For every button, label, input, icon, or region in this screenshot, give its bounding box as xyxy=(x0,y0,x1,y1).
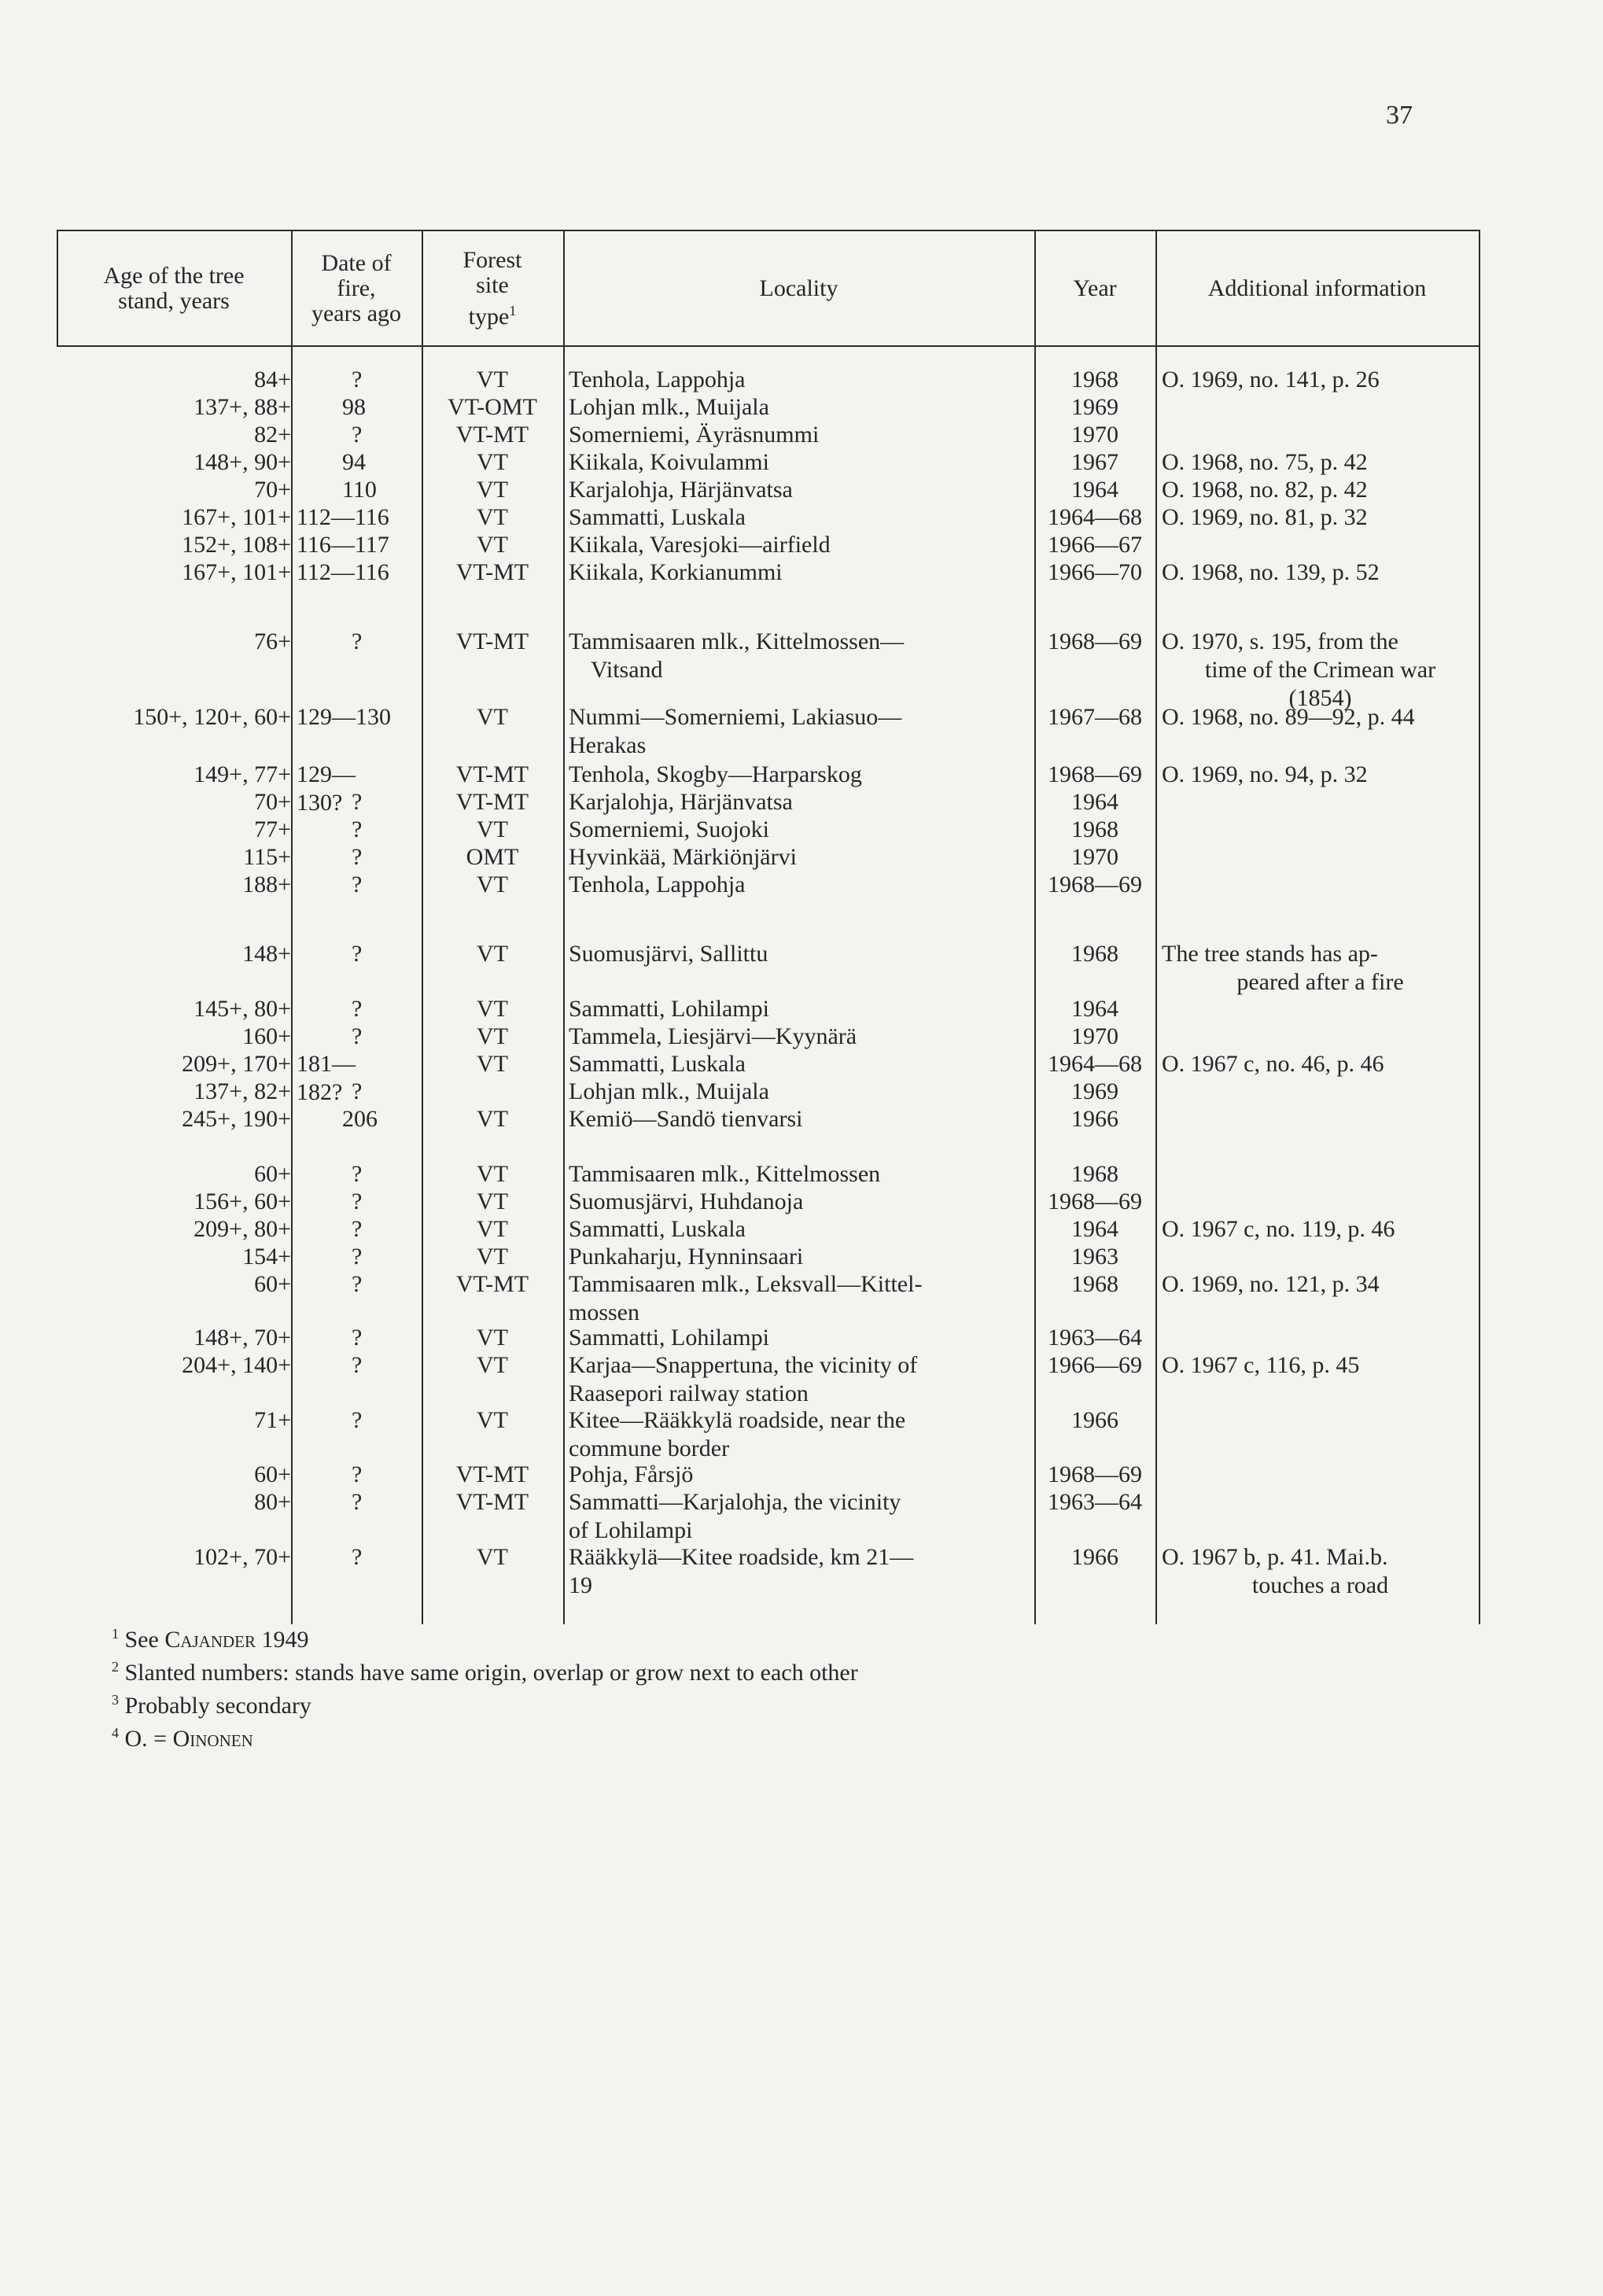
cell-year: 1970 xyxy=(1071,422,1118,448)
locality-line: commune border xyxy=(569,1435,730,1461)
cell-forest-type: VT-MT xyxy=(455,761,529,787)
cell-forest-type: VT xyxy=(477,872,508,897)
cell-additional-info xyxy=(1155,1351,1479,1380)
locality-line: Sammatti, Lohilampi xyxy=(569,1325,769,1351)
cell-locality xyxy=(562,788,1085,816)
cell-age: 160+ xyxy=(242,1023,291,1049)
cell-forest-type: VT-MT xyxy=(455,559,529,585)
column-rule xyxy=(57,230,58,345)
cell-forest-type: VT xyxy=(477,1407,508,1433)
cell-forest-type: VT-MT xyxy=(455,1271,529,1297)
cell-age: 77+ xyxy=(254,816,291,842)
cell-forest-type: VT xyxy=(477,1023,508,1049)
cell-year: 1964 xyxy=(1071,789,1118,815)
cell-age: 82+ xyxy=(254,422,291,448)
locality-line: Kiikala, Koivulammi xyxy=(569,449,769,475)
cell-additional-info xyxy=(1155,1543,1479,1600)
cell-locality xyxy=(562,531,1085,559)
cell-age: 60+ xyxy=(254,1461,291,1487)
footnote-text: Probably secondary xyxy=(124,1693,311,1719)
cell-date: 129—130? xyxy=(297,761,356,816)
cell-age: 204+, 140+ xyxy=(182,1352,291,1378)
locality-line: Sammatti, Luskala xyxy=(569,1051,746,1077)
cell-year: 1968 xyxy=(1071,941,1118,967)
cell-forest-type: VT xyxy=(477,1189,508,1214)
cell-locality xyxy=(562,393,1085,422)
info-line: O. 1969, no. 81, p. 32 xyxy=(1162,504,1368,530)
cell-year: 1963—64 xyxy=(1048,1325,1142,1351)
cell-year: 1968 xyxy=(1071,1271,1118,1297)
cell-year: 1964—68 xyxy=(1048,1051,1142,1077)
cell-locality xyxy=(562,871,1085,899)
cell-age: 188+ xyxy=(242,872,291,897)
locality-line: Rääkkylä—Kitee roadside, km 21— xyxy=(569,1544,914,1570)
cell-forest-type: VT xyxy=(477,1216,508,1242)
cell-forest-type: VT xyxy=(477,816,508,842)
cell-date: 112—116 xyxy=(297,504,389,530)
header-year: Year xyxy=(1073,275,1117,301)
cell-date: 206 xyxy=(342,1106,378,1132)
cell-locality xyxy=(562,843,1085,872)
cell-additional-info xyxy=(1155,476,1479,504)
cell-date: ? xyxy=(352,422,363,448)
cell-locality xyxy=(562,1023,1085,1051)
cell-year: 1968 xyxy=(1071,1161,1118,1187)
locality-line: Tenhola, Lappohja xyxy=(569,367,746,392)
cell-locality xyxy=(562,366,1085,394)
cell-locality xyxy=(562,1543,1085,1600)
cell-forest-type: VT xyxy=(477,449,508,475)
footnote-number: 4 xyxy=(112,1725,119,1741)
info-line: O. 1968, no. 89—92, p. 44 xyxy=(1162,704,1415,730)
cell-locality xyxy=(562,1105,1085,1133)
locality-line: Sammatti—Karjalohja, the vicinity xyxy=(569,1489,901,1515)
cell-age: 167+, 101+ xyxy=(182,559,291,585)
cell-year: 1969 xyxy=(1071,1078,1118,1104)
cell-year: 1968 xyxy=(1071,816,1118,842)
cell-date: ? xyxy=(352,1271,363,1297)
locality-line: Kiikala, Varesjoki—airfield xyxy=(569,532,831,558)
cell-date: 129—130 xyxy=(297,704,391,730)
cell-age: 245+, 190+ xyxy=(182,1106,291,1132)
locality-line: Tammela, Liesjärvi—Kyynärä xyxy=(569,1023,857,1049)
locality-line: Kemiö—Sandö tienvarsi xyxy=(569,1106,803,1132)
cell-age: 70+ xyxy=(254,477,291,503)
cell-year: 1967 xyxy=(1071,449,1118,475)
locality-line: Pohja, Fårsjö xyxy=(569,1461,694,1487)
cell-locality xyxy=(562,816,1085,844)
cell-forest-type: VT xyxy=(477,477,508,503)
locality-line: Karjalohja, Härjänvatsa xyxy=(569,477,793,503)
header-date: Date of fire, years ago xyxy=(311,249,402,326)
cell-year: 1969 xyxy=(1071,394,1118,420)
footnote-text-end: 1949 xyxy=(256,1627,309,1653)
cell-age: 152+, 108+ xyxy=(182,532,291,558)
cell-year: 1968—69 xyxy=(1048,872,1142,897)
cell-additional-info xyxy=(1155,940,1479,997)
cell-year: 1966—69 xyxy=(1048,1352,1142,1378)
cell-date: ? xyxy=(352,816,363,842)
info-line: O. 1968, no. 139, p. 52 xyxy=(1162,559,1380,585)
info-line: O. 1967 c, no. 46, p. 46 xyxy=(1162,1051,1384,1077)
cell-additional-info xyxy=(1155,628,1479,713)
header-locality: Locality xyxy=(759,275,838,301)
page-number: 37 xyxy=(1386,101,1413,130)
cell-age: 71+ xyxy=(254,1407,291,1433)
cell-date: ? xyxy=(352,1352,363,1378)
cell-additional-info xyxy=(1155,1050,1479,1078)
locality-line: Tenhola, Skogby—Harparskog xyxy=(569,761,862,787)
cell-age: 60+ xyxy=(254,1161,291,1187)
cell-forest-type: VT-OMT xyxy=(448,394,537,420)
cell-year: 1966 xyxy=(1071,1106,1118,1132)
info-line: touches a road xyxy=(1251,1572,1389,1598)
cell-date: ? xyxy=(352,1461,363,1487)
locality-line: Nummi—Somerniemi, Lakiasuo— xyxy=(569,704,902,730)
info-line: time of the Crimean war xyxy=(1204,657,1436,683)
cell-date: ? xyxy=(352,1544,363,1570)
cell-age: 167+, 101+ xyxy=(182,504,291,530)
cell-locality xyxy=(562,1188,1085,1216)
cell-date: ? xyxy=(352,1489,363,1515)
cell-year: 1968—69 xyxy=(1048,628,1142,654)
cell-locality xyxy=(562,995,1085,1023)
cell-age: 148+ xyxy=(242,941,291,967)
cell-date: ? xyxy=(352,1161,363,1187)
info-line: O. 1967 c, 116, p. 45 xyxy=(1162,1352,1360,1378)
footnote xyxy=(112,1653,858,1686)
locality-line: Punkaharju, Hynninsaari xyxy=(569,1244,804,1270)
footnote-text: O. = xyxy=(124,1726,173,1752)
info-line: O. 1969, no. 141, p. 26 xyxy=(1162,367,1380,392)
footnote xyxy=(112,1686,858,1719)
table-header xyxy=(57,230,1479,347)
cell-date: ? xyxy=(352,1325,363,1351)
cell-additional-info xyxy=(1155,366,1479,394)
cell-locality xyxy=(562,558,1085,587)
cell-date: ? xyxy=(352,1189,363,1214)
cell-year: 1963—64 xyxy=(1048,1489,1142,1515)
cell-date: ? xyxy=(352,1023,363,1049)
cell-date: ? xyxy=(352,367,363,392)
info-line: peared after a fire xyxy=(1236,969,1404,995)
locality-line: mossen xyxy=(569,1299,639,1325)
cell-year: 1970 xyxy=(1071,1023,1118,1049)
locality-line: Tammisaaren mlk., Kittelmossen— xyxy=(569,628,905,654)
cell-forest-type: VT-MT xyxy=(455,1461,529,1487)
cell-age: 76+ xyxy=(254,628,291,654)
cell-forest-type: VT xyxy=(477,996,508,1022)
locality-line: Lohjan mlk., Muijala xyxy=(569,1078,769,1104)
cell-age: 80+ xyxy=(254,1489,291,1515)
column-rule xyxy=(291,230,293,1624)
info-line: O. 1969, no. 94, p. 32 xyxy=(1162,761,1368,787)
data-table xyxy=(57,230,1479,347)
column-rule xyxy=(1479,230,1480,1624)
cell-age: 150+, 120+, 60+ xyxy=(133,704,291,730)
cell-forest-type: VT xyxy=(477,532,508,558)
footnotes xyxy=(112,1620,858,1752)
cell-year: 1964—68 xyxy=(1048,504,1142,530)
cell-year: 1966 xyxy=(1071,1407,1118,1433)
locality-line: Tenhola, Lappohja xyxy=(569,872,746,897)
cell-forest-type: VT xyxy=(477,1244,508,1270)
cell-forest-type: VT xyxy=(477,1325,508,1351)
locality-line: Sammatti, Lohilampi xyxy=(569,996,769,1022)
locality-line: Suomusjärvi, Huhdanoja xyxy=(569,1189,804,1214)
cell-locality xyxy=(562,1078,1085,1106)
locality-line: Sammatti, Luskala xyxy=(569,1216,746,1242)
footnote-author: Oinonen xyxy=(172,1726,253,1752)
cell-age: 148+, 70+ xyxy=(193,1325,291,1351)
cell-age: 148+, 90+ xyxy=(193,449,291,475)
cell-age: 145+, 80+ xyxy=(193,996,291,1022)
cell-forest-type: VT xyxy=(477,1544,508,1570)
locality-line: Somerniemi, Äyräsnummi xyxy=(569,422,820,448)
cell-year: 1966—70 xyxy=(1048,559,1142,585)
info-line: O. 1968, no. 75, p. 42 xyxy=(1162,449,1368,475)
cell-additional-info xyxy=(1155,1215,1479,1244)
cell-forest-type: VT xyxy=(477,504,508,530)
cell-locality xyxy=(562,1243,1085,1271)
locality-line: Vitsand xyxy=(591,657,663,683)
cell-year: 1970 xyxy=(1071,844,1118,870)
footnote xyxy=(112,1620,858,1653)
cell-locality xyxy=(562,448,1085,477)
footnote-number: 3 xyxy=(112,1692,119,1708)
footnote-text: See xyxy=(124,1627,165,1653)
footnote xyxy=(112,1719,858,1752)
cell-locality xyxy=(562,503,1085,532)
cell-date: ? xyxy=(352,996,363,1022)
cell-date: 98 xyxy=(342,394,366,420)
cell-locality xyxy=(562,628,1085,684)
cell-forest-type: VT-MT xyxy=(455,789,529,815)
cell-locality xyxy=(562,1215,1085,1244)
locality-line: Lohjan mlk., Muijala xyxy=(569,394,769,420)
cell-year: 1964 xyxy=(1071,1216,1118,1242)
footnote-author: Cajander xyxy=(164,1627,256,1653)
locality-line: Karjalohja, Härjänvatsa xyxy=(569,789,793,815)
locality-line: Hyvinkää, Märkiönjärvi xyxy=(569,844,797,870)
cell-forest-type: VT xyxy=(477,704,508,730)
info-line: The tree stands has ap- xyxy=(1162,941,1378,967)
cell-date: ? xyxy=(352,1407,363,1433)
cell-locality xyxy=(562,1461,1085,1489)
cell-year: 1968—69 xyxy=(1048,1461,1142,1487)
cell-locality xyxy=(562,1160,1085,1189)
cell-age: 209+, 80+ xyxy=(193,1216,291,1242)
cell-year: 1964 xyxy=(1071,996,1118,1022)
cell-age: 149+, 77+ xyxy=(193,761,291,787)
cell-year: 1963 xyxy=(1071,1244,1118,1270)
cell-additional-info xyxy=(1155,558,1479,587)
cell-date: 116—117 xyxy=(297,532,389,558)
cell-date: ? xyxy=(352,1216,363,1242)
cell-age: 156+, 60+ xyxy=(193,1189,291,1214)
cell-year: 1968—69 xyxy=(1048,1189,1142,1214)
cell-age: 60+ xyxy=(254,1271,291,1297)
cell-locality xyxy=(562,703,1085,760)
cell-age: 115+ xyxy=(243,844,291,870)
cell-forest-type: OMT xyxy=(466,844,519,870)
cell-additional-info xyxy=(1155,1270,1479,1299)
cell-additional-info xyxy=(1155,448,1479,477)
locality-line: Karjaa—Snappertuna, the vicinity of xyxy=(569,1352,918,1378)
cell-locality xyxy=(562,1050,1085,1078)
footnote-text: Slanted numbers: stands have same origin, overlap or grow next to each other xyxy=(124,1660,858,1686)
header-age: Age of the tree stand, years xyxy=(103,262,245,314)
cell-age: 84+ xyxy=(254,367,291,392)
cell-additional-info xyxy=(1155,703,1479,732)
cell-year: 1964 xyxy=(1071,477,1118,503)
cell-age: 137+, 82+ xyxy=(193,1078,291,1104)
cell-date: ? xyxy=(352,1078,363,1104)
cell-year: 1968—69 xyxy=(1048,761,1142,787)
footnote-number: 2 xyxy=(112,1659,119,1675)
cell-locality xyxy=(562,940,1085,968)
footnote-number: 1 xyxy=(112,1626,119,1642)
cell-year: 1967—68 xyxy=(1048,704,1142,730)
cell-year: 1966—67 xyxy=(1048,532,1142,558)
cell-additional-info xyxy=(1155,503,1479,532)
cell-forest-type: VT xyxy=(477,367,508,392)
cell-forest-type: VT xyxy=(477,1051,508,1077)
info-line: O. 1970, s. 195, from the xyxy=(1162,628,1398,654)
cell-year: 1966 xyxy=(1071,1544,1118,1570)
locality-line: Tammisaaren mlk., Kittelmossen xyxy=(569,1161,881,1187)
locality-line: Tammisaaren mlk., Leksvall—Kittel- xyxy=(569,1271,923,1297)
info-line: O. 1968, no. 82, p. 42 xyxy=(1162,477,1368,503)
cell-date: ? xyxy=(352,628,363,654)
header-type: Forest site type$^1$ xyxy=(462,246,522,330)
cell-locality xyxy=(562,1324,1085,1352)
cell-year: 1968 xyxy=(1071,367,1118,392)
cell-forest-type: VT xyxy=(477,1352,508,1378)
cell-date: ? xyxy=(352,941,363,967)
cell-age: 102+, 70+ xyxy=(193,1544,291,1570)
cell-date: ? xyxy=(352,1244,363,1270)
cell-forest-type: VT-MT xyxy=(455,422,529,448)
cell-age: 137+, 88+ xyxy=(193,394,291,420)
cell-age: 154+ xyxy=(242,1244,291,1270)
locality-line: Sammatti, Luskala xyxy=(569,504,746,530)
locality-line: Raasepori railway station xyxy=(569,1380,809,1406)
locality-line: of Lohilampi xyxy=(569,1517,693,1543)
locality-line: Herakas xyxy=(569,732,647,758)
cell-age: 209+, 170+ xyxy=(182,1051,291,1077)
cell-locality xyxy=(562,761,1085,789)
locality-line: Suomusjärvi, Sallittu xyxy=(569,941,768,967)
cell-forest-type: VT-MT xyxy=(455,1489,529,1515)
info-line: O. 1969, no. 121, p. 34 xyxy=(1162,1271,1380,1297)
cell-additional-info xyxy=(1155,761,1479,789)
cell-date: 181—182? xyxy=(297,1051,356,1105)
cell-forest-type: VT xyxy=(477,941,508,967)
column-rule xyxy=(1155,230,1157,1624)
info-line: O. 1967 b, p. 41. Mai.b. xyxy=(1162,1544,1388,1570)
cell-forest-type: VT xyxy=(477,1106,508,1132)
locality-line: Kiikala, Korkianummi xyxy=(569,559,783,585)
info-line: (1854) xyxy=(1288,685,1352,711)
cell-date: ? xyxy=(352,872,363,897)
cell-locality xyxy=(562,1406,1085,1463)
cell-locality xyxy=(562,476,1085,504)
cell-date: ? xyxy=(352,844,363,870)
locality-line: Kitee—Rääkkylä roadside, near the xyxy=(569,1407,906,1433)
cell-locality xyxy=(562,1488,1085,1545)
cell-locality xyxy=(562,421,1085,449)
locality-line: Somerniemi, Suojoki xyxy=(569,816,769,842)
info-line: O. 1967 c, no. 119, p. 46 xyxy=(1162,1216,1395,1242)
cell-date: ? xyxy=(352,789,363,815)
cell-age: 70+ xyxy=(254,789,291,815)
cell-forest-type: VT xyxy=(477,1161,508,1187)
cell-date: 94 xyxy=(342,449,366,475)
cell-date: 110 xyxy=(342,477,377,503)
cell-locality xyxy=(562,1351,1085,1408)
cell-locality xyxy=(562,1270,1085,1327)
locality-line: 19 xyxy=(569,1572,592,1598)
cell-date: 112—116 xyxy=(297,559,389,585)
cell-forest-type: VT-MT xyxy=(455,628,529,654)
header-info: Additional information xyxy=(1207,275,1427,301)
